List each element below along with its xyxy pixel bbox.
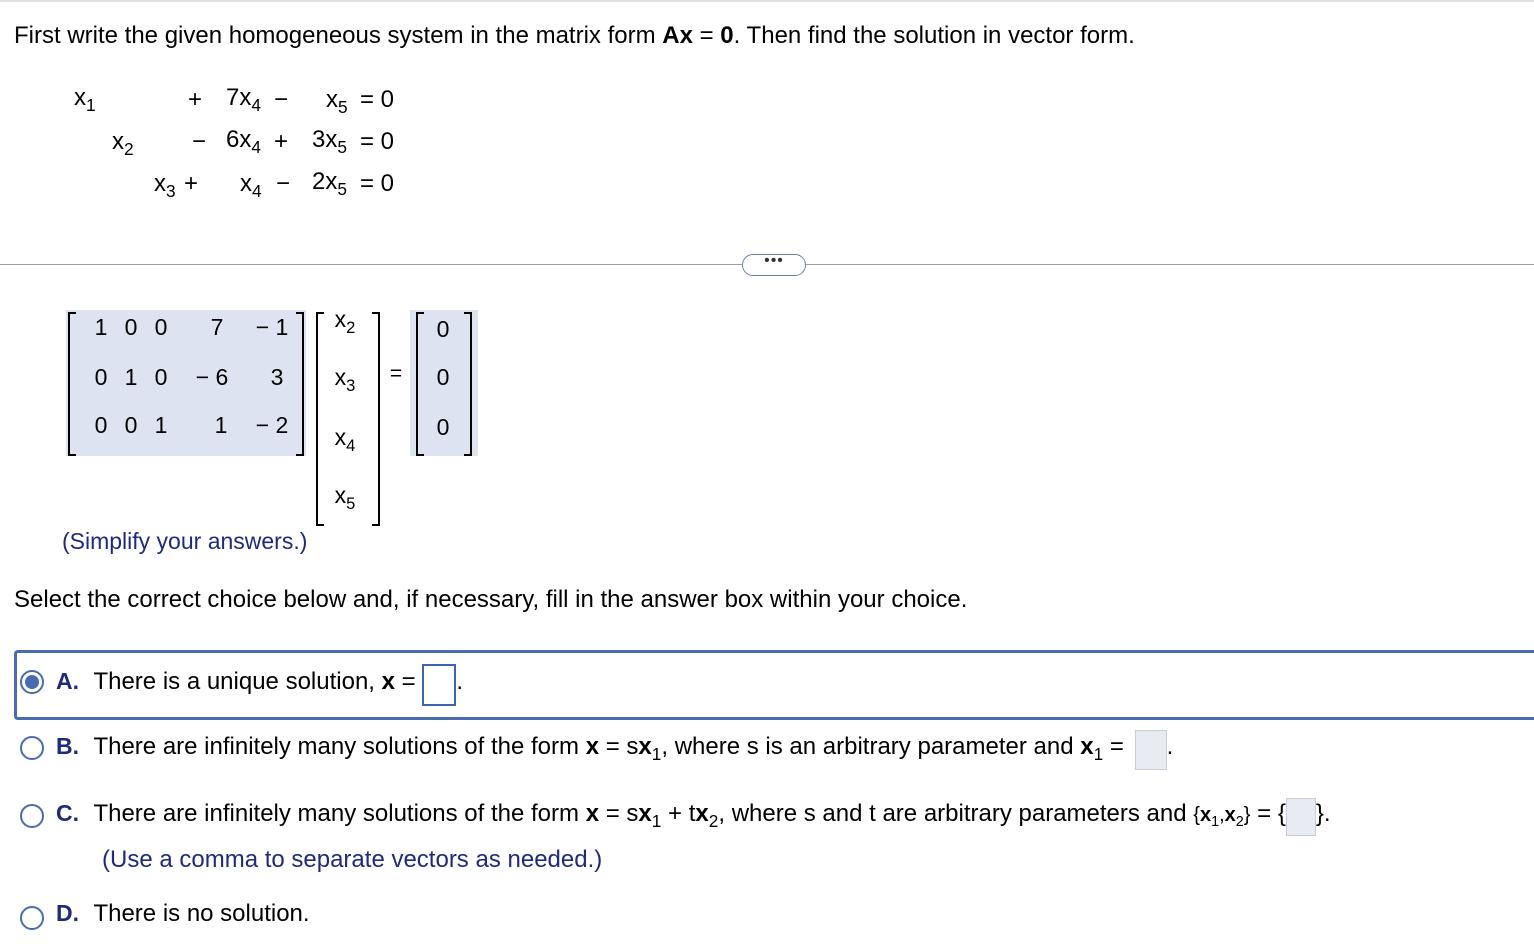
option-c-note: (Use a comma to separate vectors as needed.) — [102, 846, 603, 873]
vector-entry: $x_5$ — [334, 482, 356, 513]
eq1-rhs: = 0 — [360, 86, 395, 113]
option-b[interactable]: B. There are infinitely many solutions of the form $x = sx_1$, where s is an arbitrary parameter and $x_1$ = . — [56, 730, 1173, 770]
vector-left-bracket — [316, 312, 324, 526]
eq1-x1: $x_1$ — [74, 84, 96, 116]
option-a[interactable]: A. There is a unique solution, x = . — [56, 664, 463, 706]
matrix-cell: − 2 — [255, 412, 289, 438]
option-b-radio[interactable] — [20, 736, 44, 760]
rhs-left-bracket — [416, 312, 424, 456]
eq3-rhs: = 0 — [360, 170, 395, 197]
option-c-answer-box[interactable] — [1286, 798, 1316, 836]
question-prompt: First write the given homogeneous system in the matrix form Ax = 0. Then find the solution in vector form. — [14, 22, 1135, 49]
matrix-cell: 1 — [94, 314, 108, 340]
matrix-cell: 0 — [94, 364, 108, 390]
option-d-radio[interactable] — [20, 906, 44, 930]
matrix-cell: − 6 — [195, 364, 229, 390]
matrix-cell: 7 — [210, 314, 224, 340]
option-b-answer-box[interactable] — [1135, 730, 1167, 770]
eq3-x3: $x_3$ — [154, 170, 176, 202]
eq2-rhs: = 0 — [360, 128, 395, 155]
expand-more-button[interactable]: ••• — [742, 254, 806, 276]
matrix-cell: 0 — [124, 412, 138, 438]
eq2-x4: $6x_4$ — [226, 126, 261, 158]
eq3-minus: − — [276, 170, 291, 197]
simplify-note: (Simplify your answers.) — [62, 528, 308, 554]
eq2-x5: $3x_5$ — [312, 126, 347, 158]
vector-entry: $x_2$ — [334, 306, 356, 337]
rhs-entry: 0 — [436, 364, 450, 390]
eq1-minus: − — [274, 86, 289, 113]
matrix-left-bracket — [68, 312, 76, 456]
instruction-text: Select the correct choice below and, if necessary, fill in the answer box within your choice. — [14, 586, 968, 613]
matrix-cell: 0 — [124, 314, 138, 340]
option-c-letter: C. — [56, 800, 79, 827]
matrix-cell: − 1 — [255, 314, 289, 340]
matrix-cell: 3 — [270, 364, 284, 390]
rhs-entry: 0 — [436, 414, 450, 440]
option-a-text: There is a unique solution, x = — [93, 668, 423, 696]
eq3-x4: $x_4$ — [240, 170, 262, 202]
rhs-right-bracket — [464, 312, 472, 456]
matrix-cell: 0 — [154, 314, 168, 340]
matrix-cell: 1 — [124, 364, 138, 390]
matrix-cell: 0 — [154, 364, 168, 390]
eq2-plus: + — [274, 128, 289, 155]
option-a-letter: A. — [56, 668, 79, 695]
option-a-answer-box[interactable] — [422, 664, 456, 706]
vector-entry: $x_3$ — [334, 364, 356, 395]
eq3-x5: $2x_5$ — [312, 168, 347, 200]
equals-sign: = — [389, 362, 403, 385]
option-d-text: There is no solution. — [93, 900, 310, 927]
matrix-right-bracket — [296, 312, 304, 456]
eq1-x5: $x_5$ — [326, 86, 348, 118]
option-d-letter: D. — [56, 900, 79, 926]
eq1-x4: $7x_4$ — [226, 84, 261, 116]
option-c-text: There are infinitely many solutions of the form $x = sx_1 + tx_2$, where s and t are arbitrary parameters and $\{x_1,x_2\}$ = { — [93, 800, 1286, 832]
option-b-text: There are infinitely many solutions of the form $x = sx_1$, where s is an arbitrary parameter and $x_1$ = — [93, 733, 1131, 765]
option-c[interactable]: C. There are infinitely many solutions of the form $x = sx_1 + tx_2$, where s and t are arbitrary parameters and $\{x_1,x_2\}$ = { }. — [56, 798, 1331, 836]
option-c-radio[interactable] — [20, 804, 44, 828]
option-b-letter: B. — [56, 733, 79, 760]
matrix-cell: 1 — [214, 412, 228, 438]
matrix-cell: 0 — [94, 412, 108, 438]
eq2-x2: $x_2$ — [112, 128, 134, 160]
top-border — [0, 0, 1534, 2]
vector-right-bracket — [372, 312, 380, 526]
vector-entry: $x_4$ — [334, 424, 356, 455]
rhs-entry: 0 — [436, 316, 450, 342]
option-d[interactable] — [56, 900, 310, 928]
eq2-minus: − — [192, 128, 207, 155]
eq1-plus: + — [188, 86, 203, 113]
eq3-plus: + — [184, 170, 199, 197]
matrix-cell: 1 — [154, 412, 168, 438]
option-a-radio[interactable] — [20, 670, 44, 694]
